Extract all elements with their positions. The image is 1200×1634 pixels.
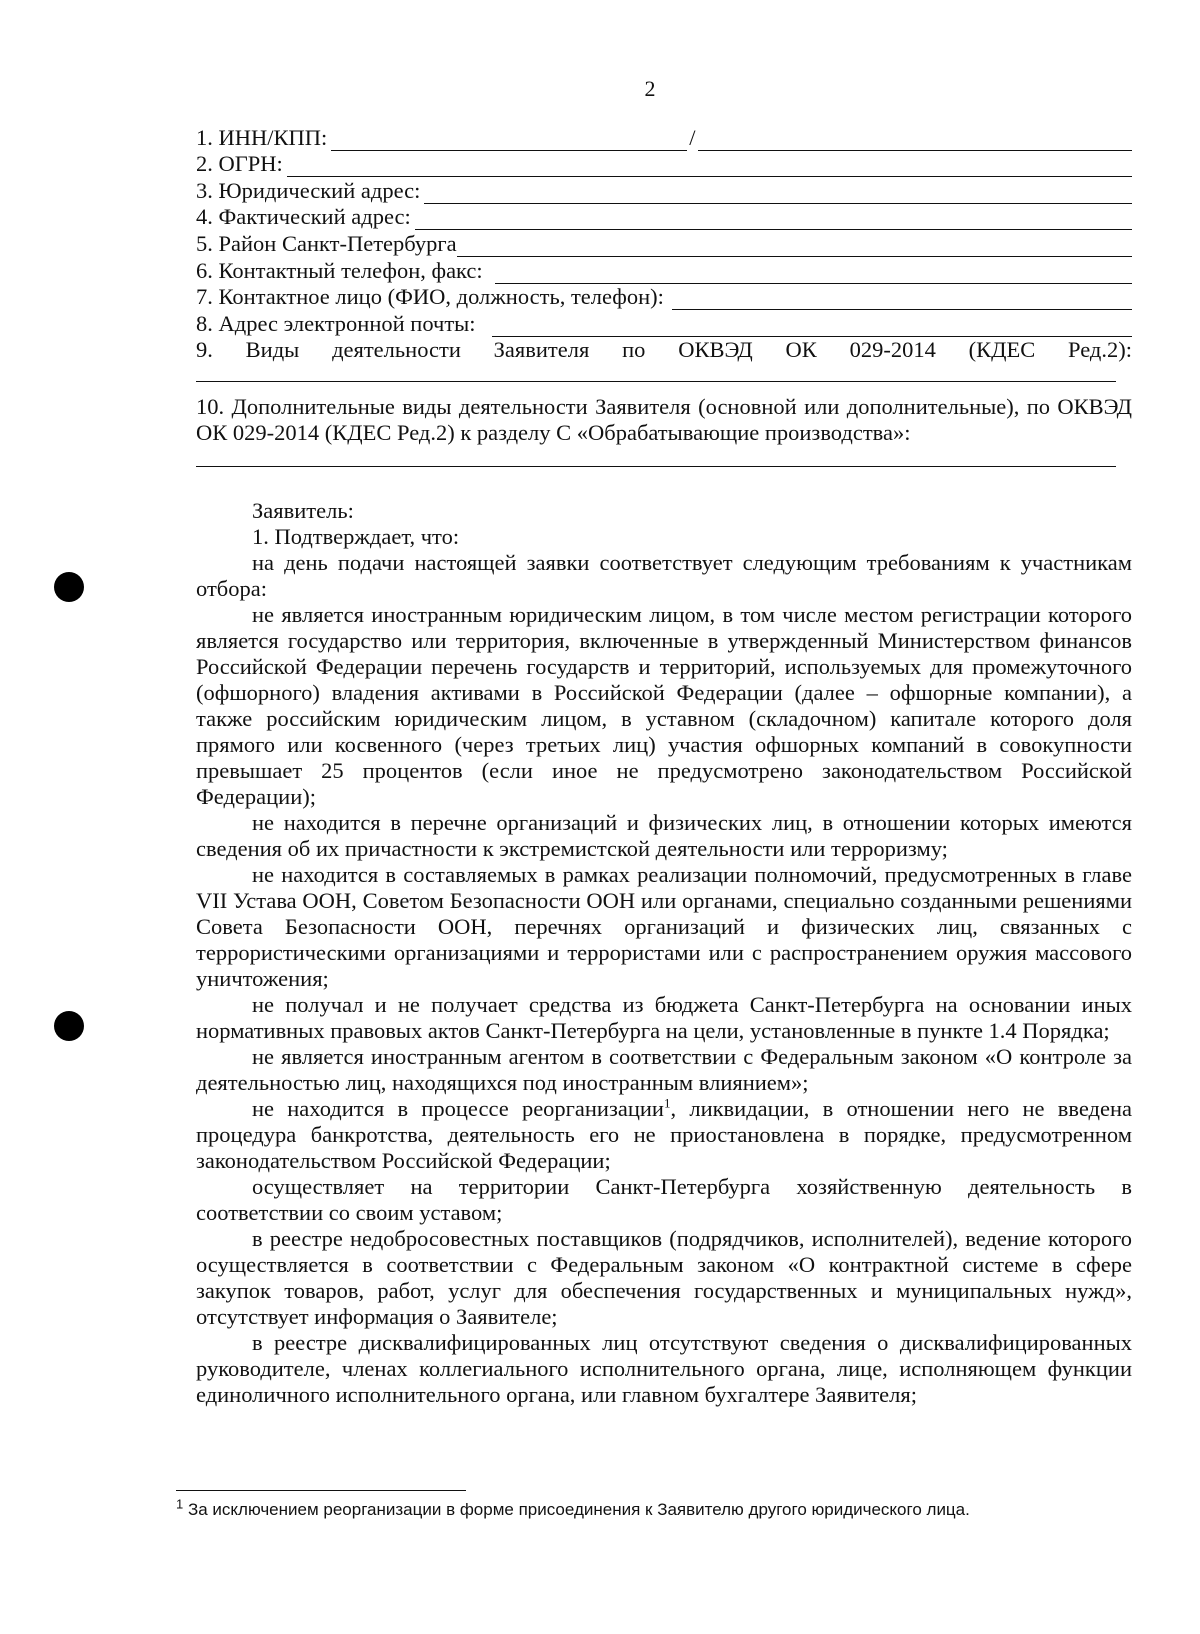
field-inn-kpp — [196, 124, 1132, 151]
field-label: 5. Район Санкт-Петербурга — [196, 230, 457, 256]
footnote-text: За исключением реорганизации в форме присоединения к Заявителю другого юридического лица. — [183, 1500, 970, 1519]
inn-input-line[interactable] — [331, 130, 687, 151]
applicant-heading: Заявитель: — [252, 498, 354, 523]
field-label: 4. Фактический адрес: — [196, 204, 411, 230]
email-input-line[interactable] — [492, 316, 1132, 337]
requirement-unfair-suppliers: в реестре недобросовестных поставщиков (подрядчиков, исполнителей), ведение которого осуществляется в соответствии с Федеральным законом «О контрактной системе в сфере закупок товаров, работ, услуг для обеспечения государственных и муниципальных нужд», отсутствует информация о Заявителе; — [196, 1226, 1132, 1329]
applicant-confirmation — [196, 498, 1132, 1408]
confirm-heading: 1. Подтверждает, что: — [252, 524, 460, 549]
field-actual-address — [196, 204, 1132, 231]
reorg-text-end: , ликвидации, в отношении него не введена процедура банкротства, деятельность его не приостановлена в порядке, предусмотренном законодательством Российской Федерации; — [196, 1096, 1132, 1173]
requirement-reorganization — [196, 1096, 1132, 1174]
district-input-line[interactable] — [457, 236, 1132, 257]
field-okved-main — [196, 337, 1132, 364]
requirement-extremism: не находится в перечне организаций и физических лиц, в отношении которых имеются сведения об их причастности к экстремистской деятельности или терроризму; — [196, 810, 1132, 861]
contact-person-input-line[interactable] — [672, 289, 1132, 310]
field-separator: / — [689, 124, 696, 150]
punch-hole-mark — [54, 1011, 84, 1041]
footnote-reference: 1 — [663, 1095, 671, 1111]
field-ogrn — [196, 151, 1132, 178]
field-label: 2. ОГРН: — [196, 151, 283, 177]
field-phone-fax — [196, 257, 1132, 284]
footnote-mark: 1 — [176, 1496, 184, 1512]
field-label: 6. Контактный телефон, факс: — [196, 257, 483, 283]
field-legal-address — [196, 177, 1132, 204]
requirements-intro: на день подачи настоящей заявки соответствует следующим требованиям к участникам отбора: — [196, 550, 1132, 601]
reorg-text-start: не находится в процессе реорганизации — [252, 1096, 664, 1121]
field-email — [196, 310, 1132, 337]
footnote-divider — [176, 1490, 466, 1491]
requirement-budget-funds: не получал и не получает средства из бюджета Санкт-Петербурга на основании иных нормативных правовых актов Санкт-Петербурга на цели, установленные в пункте 1.4 Порядка; — [196, 992, 1132, 1043]
field-label: 3. Юридический адрес: — [196, 177, 421, 203]
kpp-input-line[interactable] — [698, 130, 1132, 151]
phone-fax-input-line[interactable] — [495, 263, 1132, 284]
okved-main-input-line[interactable] — [196, 367, 1116, 382]
field-label: 1. ИНН/КПП: — [196, 124, 328, 150]
punch-hole-mark — [54, 572, 84, 602]
okved-additional-input-line[interactable] — [196, 452, 1116, 467]
legal-address-input-line[interactable] — [424, 183, 1132, 204]
actual-address-input-line[interactable] — [415, 209, 1132, 230]
field-label: 8. Адрес электронной почты: — [196, 310, 476, 336]
ogrn-input-line[interactable] — [287, 156, 1132, 177]
requirement-foreign-agent: не является иностранным агентом в соответствии с Федеральным законом «О контроле за деятельностью лиц, находящихся под иностранным влиянием»; — [196, 1044, 1132, 1095]
requirement-un-sanctions: не находится в составляемых в рамках реализации полномочий, предусмотренных в главе VII Устава ООН, Советом Безопасности ООН или органами, специально созданными решениями Совета Безопасности ООН, перечнях организаций и физических лиц, связанных с террористическими организациями и террористами или с распространением оружия массового уничтожения; — [196, 862, 1132, 991]
okved-additional-label: 10. Дополнительные виды деятельности Заявителя (основной или дополнительные), по ОКВЭД ОК 029-2014 (КДЕС Ред.2) к разделу С «Обрабатывающие производства»: — [196, 394, 1132, 446]
page-number: 2 — [644, 76, 656, 101]
footnote — [176, 1496, 1136, 1520]
field-label: 9. Виды деятельности Заявителя по ОКВЭД ОК 029-2014 (КДЕС Ред.2): — [196, 337, 1132, 363]
field-district — [196, 230, 1132, 257]
field-contact-person — [196, 284, 1132, 311]
field-label: 7. Контактное лицо (ФИО, должность, телефон): — [196, 284, 664, 310]
applicant-form — [196, 124, 1132, 467]
requirement-business-activity: осуществляет на территории Санкт-Петербурга хозяйственную деятельность в соответствии со своим уставом; — [196, 1174, 1132, 1225]
requirement-disqualified: в реестре дисквалифицированных лиц отсутствуют сведения о дисквалифицированных руководителе, членах коллегиального исполнительного органа, лице, исполняющем функции единоличного исполнительного органа, или главном бухгалтере Заявителя; — [196, 1330, 1132, 1407]
requirement-offshore: не является иностранным юридическим лицом, в том числе местом регистрации которого является государство или территория, включенные в утвержденный Министерством финансов Российской Федерации перечень государств и территорий, используемых для промежуточного (офшорного) владения активами в Российской Федерации (далее – офшорные компании), а также российским юридическим лицом, в уставном (складочном) капитале которого доля прямого или косвенного (через третьих лиц) участия офшорных компаний в совокупности превышает 25 процентов (если иное не предусмотрено законодательством Российской Федерации); — [196, 602, 1132, 809]
